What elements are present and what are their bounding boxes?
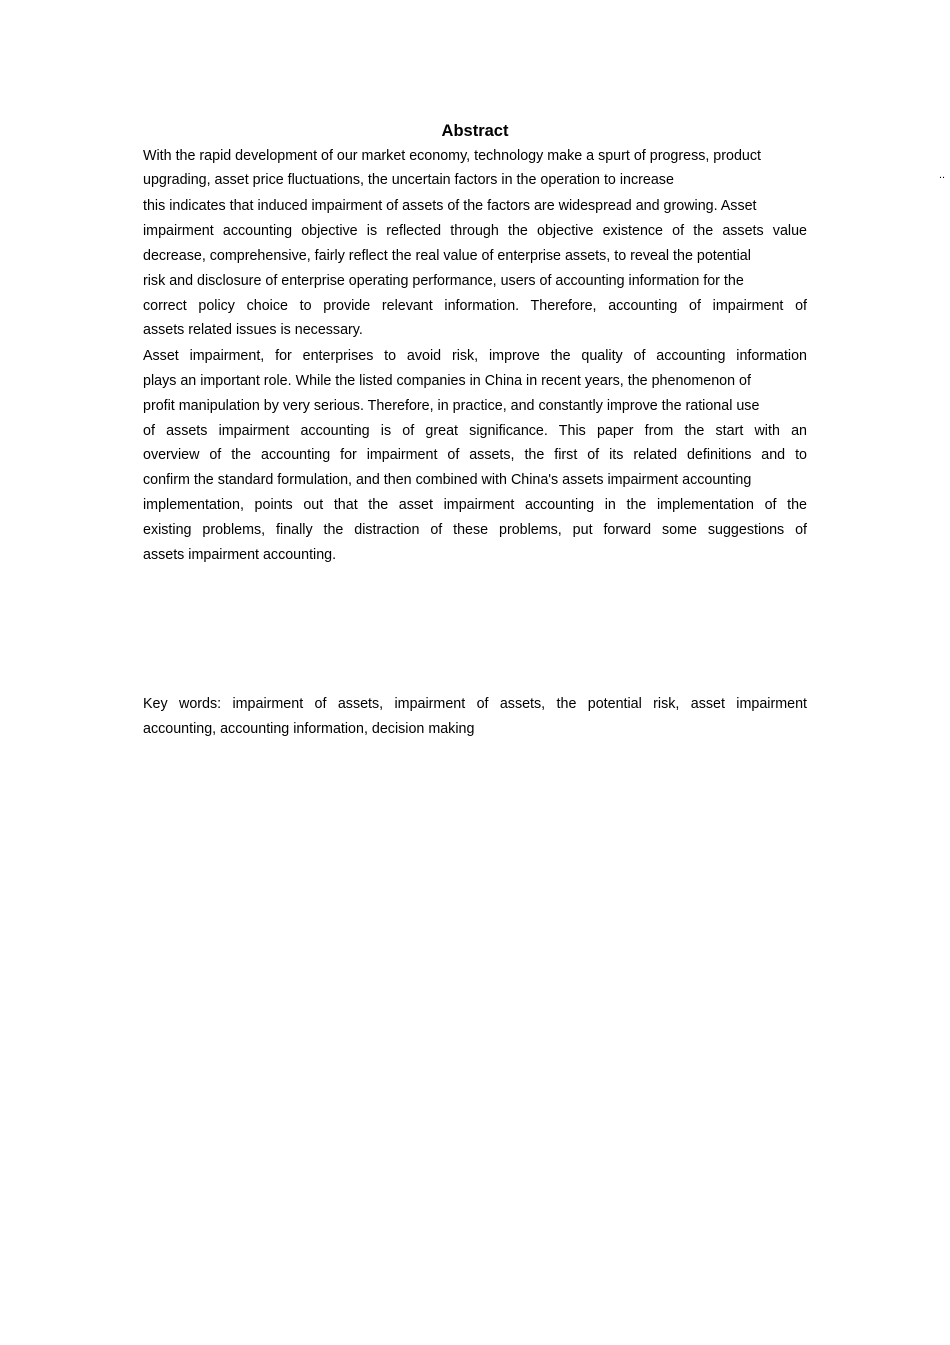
paragraph-line: With the rapid development of our market economy, technology make a spurt of progress, product: [143, 148, 761, 164]
paragraph-line: of assets impairment accounting is of great significance. This paper from the start with an: [143, 423, 807, 439]
paragraph-line: assets related issues is necessary.: [143, 322, 363, 338]
paragraph-line: correct policy choice to provide relevant information. Therefore, accounting of impairment of: [143, 298, 807, 314]
paragraph-line: Asset impairment, for enterprises to avoid risk, improve the quality of accounting information: [143, 348, 807, 364]
paragraph-line: assets impairment accounting.: [143, 547, 337, 563]
margin-mark: ..: [939, 169, 946, 181]
paragraph-line: overview of the accounting for impairment of assets, the first of its related definitions and to: [143, 447, 807, 463]
paragraph-line: decrease, comprehensive, fairly reflect the real value of enterprise assets, to reveal the potential: [143, 248, 751, 264]
paragraph-line: existing problems, finally the distraction of these problems, put forward some suggestions of: [143, 522, 807, 538]
paragraph-line: plays an important role. While the listed companies in China in recent years, the phenomenon of: [143, 373, 751, 389]
paragraph-line: confirm the standard formulation, and then combined with China's assets impairment accounting: [143, 472, 752, 488]
paragraph-line: upgrading, asset price fluctuations, the uncertain factors in the operation to increase: [143, 172, 674, 188]
paragraph-line: this indicates that induced impairment of assets of the factors are widespread and growing. Asset: [143, 198, 757, 214]
paragraph-line: implementation, points out that the asset impairment accounting in the implementation of the: [143, 497, 807, 513]
abstract-title: Abstract: [441, 122, 509, 140]
keywords-line: accounting, accounting information, decision making: [143, 721, 475, 737]
paragraph-line: impairment accounting objective is reflected through the objective existence of the assets value: [143, 223, 807, 239]
keywords-line: Key words: impairment of assets, impairment of assets, the potential risk, asset impairment: [143, 696, 807, 712]
paragraph-line: profit manipulation by very serious. Therefore, in practice, and constantly improve the rational use: [143, 398, 760, 414]
paragraph-line: risk and disclosure of enterprise operating performance, users of accounting information for the: [143, 273, 744, 289]
